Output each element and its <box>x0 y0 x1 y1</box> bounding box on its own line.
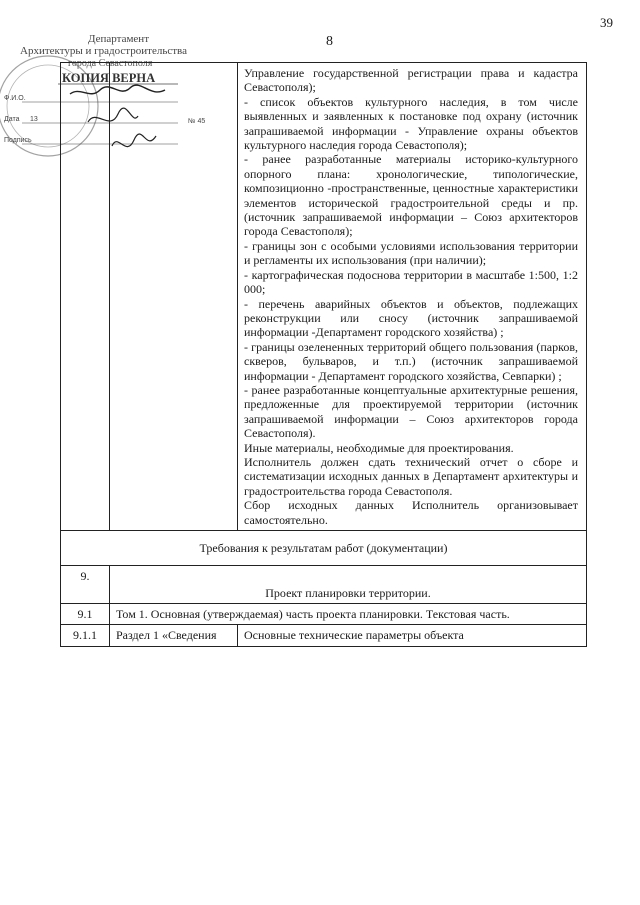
requirements-heading: Требования к результатам работ (документации) <box>61 531 587 566</box>
stamp-date-value: 13 <box>30 116 38 123</box>
cell-num-empty <box>61 63 110 531</box>
section-content-text: Основные технические параметры объекта <box>244 628 464 643</box>
list-item: Исполнитель должен сдать технический отчет о сборе и систематизации исходных данных в Департамент архитектуры и градостроительства города Севастополя. <box>244 454 578 498</box>
list-item: - ранее разработанные материалы историко-культурного опорного плана: хронологические, типологические, композиционно -пространственные, ценностные характеристики элементов исторической градостроительной среды и пр. (источник запрашиваемой информации – Союз архитекторов города Севастополя); <box>244 152 578 239</box>
cell-name-empty <box>110 63 238 531</box>
list-item: - перечень аварийных объектов и объектов, подлежащих реконструкции или сносу (источник запрашиваемой информации -Департамент городского хозяйства) ; <box>244 296 578 340</box>
stamp-dept-line: Департамент <box>88 33 150 45</box>
spec-table <box>60 62 587 647</box>
page-corner-number: 39 <box>600 15 613 30</box>
stamp-copy-verified: КОПИЯ ВЕРНА <box>62 71 156 85</box>
list-item: Сбор исходных данных Исполнитель организовывает самостоятельно. <box>244 498 578 527</box>
cell-source-data-list <box>238 63 587 531</box>
stamp-arch-line: Архитектуры и градостроительства <box>20 45 187 57</box>
row-number: 9.1.1 <box>61 625 110 646</box>
section-name: Раздел 1 «Сведения <box>110 625 238 646</box>
list-item: Иные материалы, необходимые для проектирования. <box>244 440 514 455</box>
list-item: Управление государственной регистрации права и кадастра Севастополя); <box>244 66 578 95</box>
stamp-number-value: № 45 <box>188 118 206 125</box>
list-item: - список объектов культурного наследия, в том числе выявленных и заявленных к постановке под охрану (источник запрашиваемой информации - Управление охраны объектов культурного наследия города Севастополя); <box>244 94 578 153</box>
list-item: - ранее разработанные концептуальные архитектурные решения, предложенные для проектируемой территории (источник запрашиваемой информации – Союз архитекторов города Севастополя). <box>244 382 578 441</box>
section-content <box>238 625 587 646</box>
stamp-field-signature: Подпись <box>4 137 32 144</box>
section-title: Проект планировки территории. <box>110 566 587 603</box>
table-row-9-1 <box>61 603 587 624</box>
list-item: - картографическая подоснова территории в масштабе 1:500, 1:2 000; <box>244 267 578 297</box>
page-number: 8 <box>326 34 333 49</box>
table-row-requirements-heading <box>61 531 587 566</box>
row-number: 9.1 <box>61 603 110 624</box>
volume-description: Том 1. Основная (утверждаемая) часть проекта планировки. Текстовая часть. <box>110 603 587 624</box>
stamp-city-line: города Севастополя <box>68 58 153 69</box>
table-row-9-1-1 <box>61 625 587 646</box>
stamp-field-date: Дата <box>4 116 20 123</box>
stamp-field-name: Ф.И.О. <box>4 95 26 102</box>
list-item: - границы зон с особыми условиями использования территории и регламенты их использования (при наличии); <box>244 238 578 268</box>
table-row-continuation <box>61 63 587 531</box>
table-row-9 <box>61 566 587 603</box>
row-number: 9. <box>61 566 110 603</box>
list-item: - границы озелененных территорий общего пользования (парков, скверов, бульваров, и т.п.) (источник запрашиваемой информации - Департамент городского хозяйства, Севпарки) ; <box>244 339 578 383</box>
